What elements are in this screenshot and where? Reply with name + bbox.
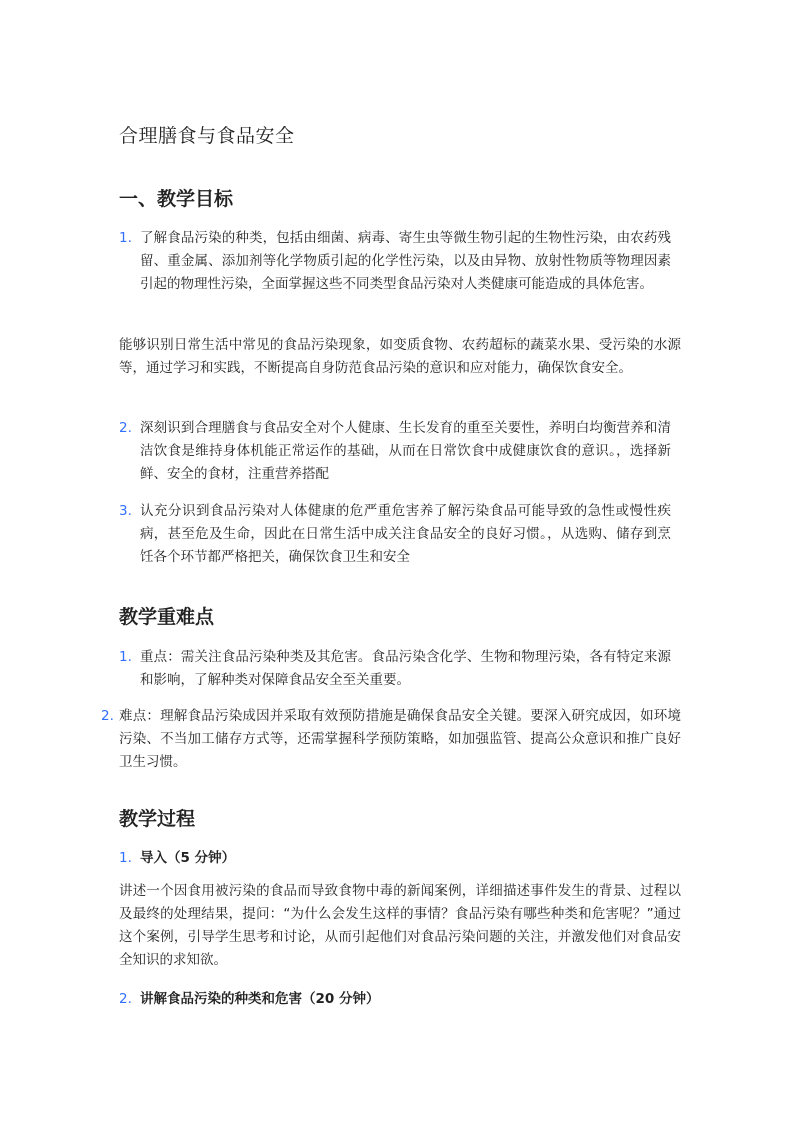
section-heading-process: 教学过程 (119, 808, 196, 830)
paragraph: 讲述一个因食用被污染的食品而导致食物中毒的新闻案例，详细描述事件发生的背景、过程以及最终的处理结果，提问：“为什么会发生这样的事情？食品污染有哪些种类和危害呢？”通过这个案例，引导学生思考和讨论，从而引起他们对食品污染问题的关注，并激发他们对食品安全知识的求知欲。 (119, 883, 681, 968)
list-item-text: 重点：需关注食品污染种类及其危害。食品污染含化学、生物和物理污染，各有特定来源和影响，了解种类对保障食品安全至关重要。 (140, 649, 671, 688)
document-title: 合理膳食与食品安全 (119, 125, 295, 147)
list-item-text: 了解食品污染的种类，包括由细菌、病毒、寄生虫等微生物引起的生物性污染，由农药残留、重金属、添加剂等化学物质引起的化学性污染，以及由异物、放射性物质等物理因素引起的物理性污染，全面掌握这些不同类型食品污染对人类健康可能造成的具体危害。 (140, 230, 671, 292)
list-item-number: 2. (119, 420, 132, 436)
list-item-number: 2. (119, 991, 132, 1007)
section-heading-objectives: 一、教学目标 (119, 188, 234, 210)
list-item-number: 1. (119, 230, 132, 246)
list-item-number: 2. (101, 708, 114, 724)
list-item (119, 417, 681, 486)
list-item-text: 难点：理解食品污染成因并采取有效预防措施是确保食品安全关键。要深入研究成因，如环境污染、不当加工储存方式等，还需掌握科学预防策略，如加强监管、提高公众意识和推广良好卫生习惯。 (119, 708, 681, 770)
list-item (119, 500, 681, 569)
list-item-text: 认充分识到食品污染对人体健康的危严重危害养了解污染食品可能导致的急性或慢性疾病，甚至危及生命，因此在日常生活中成关注食品安全的良好习惯。，从选购、储存到烹饪各个环节都严格把关，确保饮食卫生和安全 (140, 503, 671, 565)
list-item-number: 1. (119, 649, 132, 665)
list-item (101, 705, 681, 774)
list-item (119, 988, 681, 1011)
list-item-text: 讲解食品污染的种类和危害（20 分钟） (140, 991, 380, 1007)
paragraph: 能够识别日常生活中常见的食品污染现象，如变质食物、农药超标的蔬菜水果、受污染的水源等，通过学习和实践，不断提高自身防范食品污染的意识和应对能力，确保饮食安全。 (119, 337, 681, 376)
section-heading-key-points: 教学重难点 (119, 606, 215, 628)
list-item-text: 深刻识到合理膳食与食品安全对个人健康、生长发育的重至关要性，养明白均衡营养和清洁饮食是维持身体机能正常运作的基础，从而在日常饮食中成健康饮食的意识。，选择新鲜、安全的食材，注重营养搭配 (140, 420, 671, 482)
list-item (119, 646, 681, 692)
list-item (119, 847, 681, 870)
list-item (119, 227, 681, 296)
list-item-text: 导入（5 分钟） (140, 850, 236, 866)
list-item-number: 3. (119, 503, 132, 519)
list-item-number: 1. (119, 850, 132, 866)
